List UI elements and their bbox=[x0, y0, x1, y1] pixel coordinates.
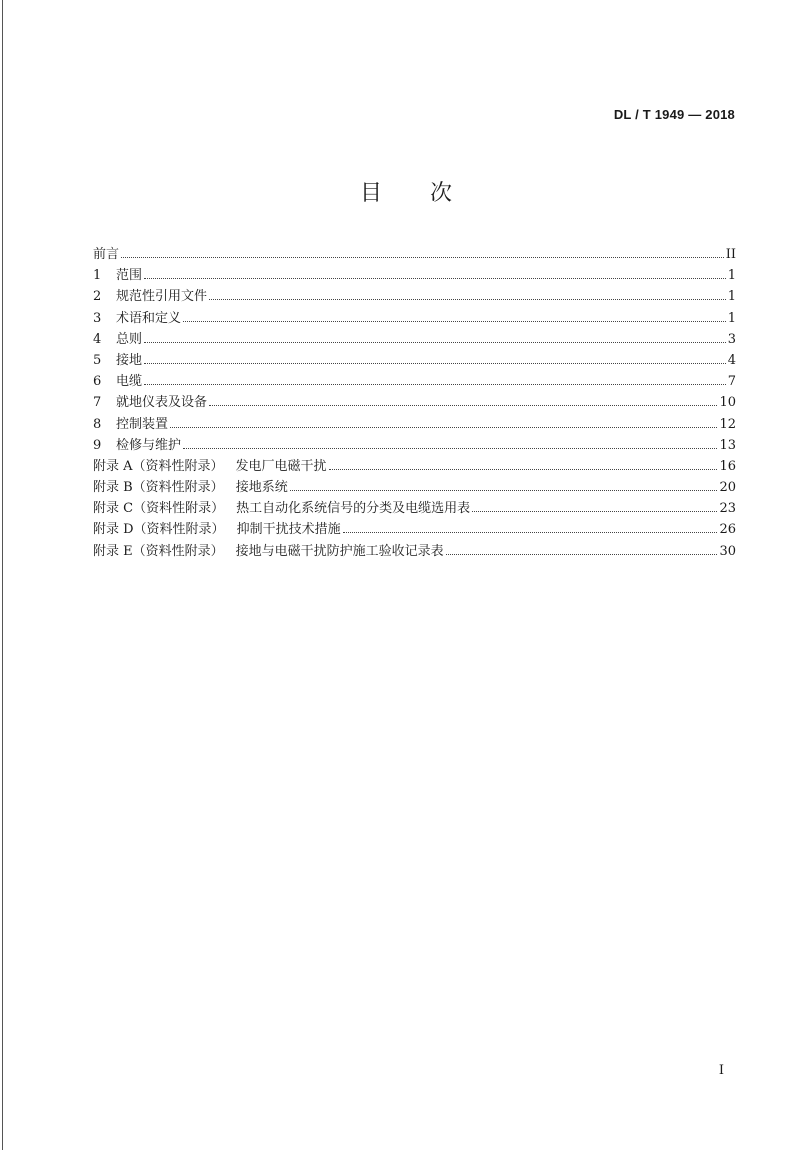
toc-entry[interactable] bbox=[93, 371, 736, 392]
toc-entry[interactable] bbox=[93, 477, 736, 498]
toc-entry[interactable] bbox=[93, 329, 736, 350]
toc-entry-label: 控制装置 bbox=[116, 416, 169, 432]
toc-entry-label: 接地系统 bbox=[235, 480, 288, 496]
toc-entry-number: 8 bbox=[93, 416, 102, 432]
toc-entry-number: 2 bbox=[93, 289, 102, 305]
toc-dot-leader bbox=[121, 257, 724, 258]
toc-entry-number: 5 bbox=[93, 352, 102, 368]
toc-entry[interactable] bbox=[93, 392, 736, 413]
toc-entry-page: 13 bbox=[719, 437, 736, 453]
toc-entry-label: 规范性引用文件 bbox=[116, 289, 208, 305]
toc-entry-page: 1 bbox=[727, 268, 736, 284]
toc-entry-label: 发电厂电磁干扰 bbox=[235, 458, 327, 474]
toc-entry-page: 1 bbox=[727, 289, 736, 305]
toc-entry-number: 1 bbox=[93, 268, 102, 284]
toc-entry-page: 23 bbox=[719, 501, 736, 517]
toc-entry-number: 4 bbox=[93, 331, 102, 347]
toc-dot-leader bbox=[144, 363, 726, 364]
toc-entry-label: 前言 bbox=[93, 247, 120, 262]
toc-dot-leader bbox=[183, 321, 726, 322]
toc-entry-label: 电缆 bbox=[116, 374, 143, 390]
toc-entry-label: 就地仪表及设备 bbox=[116, 395, 208, 411]
toc-entry[interactable] bbox=[93, 456, 736, 477]
toc-entry[interactable] bbox=[93, 414, 736, 435]
toc-dot-leader bbox=[144, 384, 726, 385]
toc-title-char-1: 目 bbox=[359, 181, 382, 206]
page-left-border bbox=[2, 0, 3, 1150]
toc-entry[interactable] bbox=[93, 435, 736, 456]
toc-dot-leader bbox=[144, 342, 726, 343]
toc-entry-page: 12 bbox=[719, 416, 736, 432]
toc-entry-label: 术语和定义 bbox=[116, 310, 182, 326]
toc-entry-page: 26 bbox=[719, 522, 736, 538]
toc-entry-annex-prefix: 附录 A（资料性附录） bbox=[93, 458, 224, 474]
toc-entry-page: 16 bbox=[719, 458, 736, 474]
toc-entry[interactable] bbox=[93, 308, 736, 329]
toc-entry-page: 7 bbox=[727, 374, 736, 390]
toc-entry-label: 范围 bbox=[116, 268, 143, 284]
toc-entry[interactable] bbox=[93, 265, 736, 286]
toc-entry-number: 7 bbox=[93, 395, 102, 411]
toc-entry-number: 6 bbox=[93, 374, 102, 390]
toc-entry[interactable] bbox=[93, 519, 736, 540]
toc-entry-number: 3 bbox=[93, 310, 102, 326]
toc-title-char-2: 次 bbox=[430, 181, 453, 206]
toc-dot-leader bbox=[472, 511, 717, 512]
toc-entry[interactable] bbox=[93, 244, 736, 265]
toc-dot-leader bbox=[209, 405, 717, 406]
toc-dot-leader bbox=[209, 299, 726, 300]
toc-dot-leader bbox=[446, 554, 718, 555]
toc-dot-leader bbox=[144, 278, 726, 279]
toc-entry[interactable] bbox=[93, 498, 736, 519]
toc-entry-annex-prefix: 附录 C（资料性附录） bbox=[93, 501, 225, 517]
toc-title bbox=[0, 176, 812, 207]
table-of-contents bbox=[93, 244, 736, 562]
toc-entry[interactable] bbox=[93, 286, 736, 307]
toc-entry-label: 检修与维护 bbox=[116, 437, 182, 453]
toc-dot-leader bbox=[183, 448, 717, 449]
toc-entry-annex-prefix: 附录 E（资料性附录） bbox=[93, 543, 224, 559]
toc-dot-leader bbox=[329, 469, 718, 470]
toc-entry-annex-prefix: 附录 D（资料性附录） bbox=[93, 522, 225, 538]
toc-entry-number: 9 bbox=[93, 437, 102, 453]
toc-entry-page: 1 bbox=[727, 310, 736, 326]
toc-entry-label: 抑制干扰技术措施 bbox=[236, 522, 341, 538]
page-number: I bbox=[718, 1063, 724, 1078]
standard-number: DL / T 1949 — 2018 bbox=[613, 107, 735, 122]
toc-entry-annex-prefix: 附录 B（资料性附录） bbox=[93, 480, 224, 496]
toc-entry[interactable] bbox=[93, 541, 736, 562]
toc-entry-label: 热工自动化系统信号的分类及电缆选用表 bbox=[236, 501, 471, 517]
toc-entry-label: 接地与电磁干扰防护施工验收记录表 bbox=[235, 543, 444, 559]
toc-dot-leader bbox=[290, 490, 718, 491]
toc-entry[interactable] bbox=[93, 350, 736, 371]
toc-entry-page: 4 bbox=[727, 352, 736, 368]
toc-entry-page: II bbox=[725, 247, 736, 262]
toc-entry-page: 3 bbox=[727, 331, 736, 347]
toc-entry-page: 10 bbox=[719, 395, 736, 411]
toc-entry-label: 总则 bbox=[116, 331, 143, 347]
toc-entry-page: 20 bbox=[719, 480, 736, 496]
toc-entry-label: 接地 bbox=[116, 352, 143, 368]
toc-dot-leader bbox=[343, 532, 718, 533]
toc-dot-leader bbox=[170, 427, 717, 428]
toc-entry-page: 30 bbox=[719, 543, 736, 559]
